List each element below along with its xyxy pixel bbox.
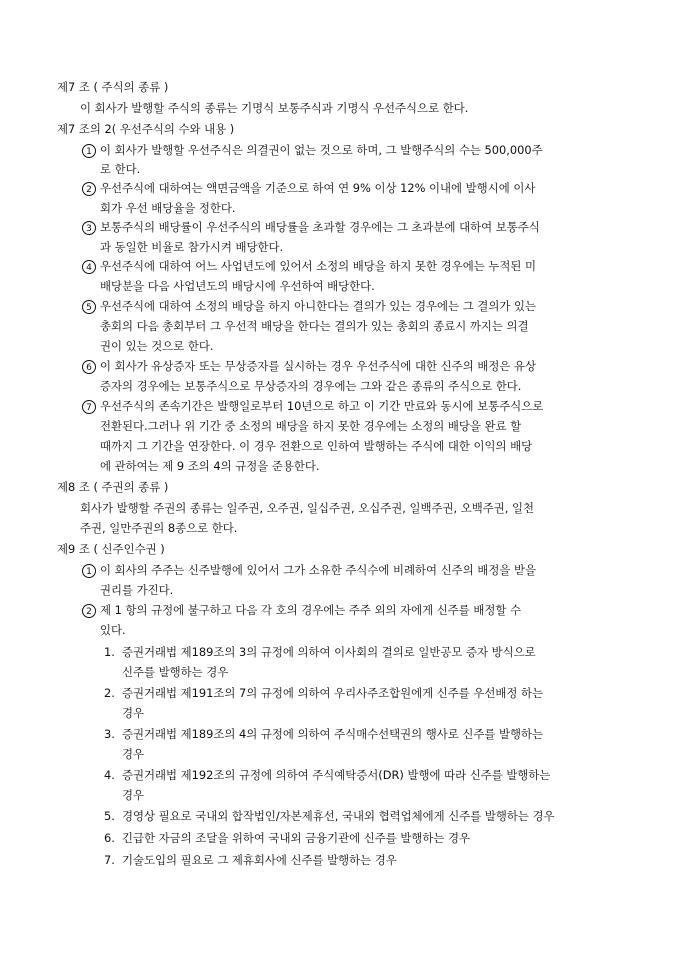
item-text: 이 회사의 주주는 신주발행에 있어서 그가 소유한 주식수에 비례하여 신주의 배정을 받을 [100,563,536,577]
item-text: 있다. [100,623,126,637]
subitem-number: 7. [104,853,115,867]
subitem-text: 신주를 발행하는 경우 [122,665,229,679]
item-number-2: 2 [82,604,96,618]
item-text: 총회의 다음 총회부터 그 우선적 배당을 한다는 결의가 있는 총회의 종료시 까지는 의결 [100,319,529,333]
item-text: 권리를 가진다. [100,583,174,597]
subitem-text: 증권거래법 제189조의 3의 규정에 의하여 이사회의 결의로 일반공모 증자 방식으로 [122,645,536,659]
item-text: 때까지 그 기간을 연장한다. 이 경우 전환으로 인하여 발행하는 주식에 대한 이익의 배당 [100,439,533,453]
subitem-text: 경우 [122,747,145,761]
item-text: 이 회사가 발행할 우선주식은 의결권이 없는 것으로 하며, 그 발행주식의 수는 500,000주 [100,143,543,157]
subitem-text: 증권거래법 제192조의 규정에 의하여 주식예탁증서(DR) 발행에 따라 신주를 발행하는 [122,768,551,782]
item-number-5: 5 [82,300,96,314]
item-text: 에 관하여는 제 9 조의 4의 규정을 준용한다. [100,459,320,473]
article-8-body: 회사가 발행할 주권의 종류는 일주권, 오주권, 일십주권, 오십주권, 일백주권, 오백주권, 일천 [80,501,535,515]
article-7-2-title: 제7 조의 2( 우선주식의 수와 내용 ) [57,122,235,136]
item-number-4: 4 [82,260,96,274]
article-7-title: 제7 조 ( 주식의 종류 ) [57,80,169,94]
subitem-text: 긴급한 자금의 조달을 위하여 국내외 금융기관에 신주를 발행하는 경우 [122,831,471,845]
item-text: 로 한다. [100,162,141,176]
item-text: 배당분을 다음 사업년도의 배당시에 우선하여 배당한다. [100,279,375,293]
item-text: 회가 우선 배당율을 정한다. [100,201,236,215]
subitem-number: 5. [104,809,115,823]
item-text: 이 회사가 유상증자 또는 무상증자를 실시하는 경우 우선주식에 대한 신주의 배정은 유상 [100,359,536,373]
item-text: 증자의 경우에는 보통주식으로 무상증자의 경우에는 그와 같은 종류의 주식으로 한다. [100,379,522,393]
subitem-number: 1. [104,645,115,659]
item-number-3: 3 [82,221,96,235]
item-text: 제 1 항의 규정에 불구하고 다음 각 호의 경우에는 주주 외의 자에게 신주를 배정할 수 [100,603,522,617]
subitem-text: 기술도입의 필요로 그 제휴회사에 신주를 발행하는 경우 [122,853,397,867]
item-text: 우선주식에 대하여 어느 사업년도에 있어서 소정의 배당을 하지 못한 경우에는 누적된 미 [100,259,536,273]
item-number-6: 6 [82,360,96,374]
item-number-1: 1 [82,564,96,578]
article-7-body: 이 회사가 발행할 주식의 종류는 기명식 보통주식과 기명식 우선주식으로 한다. [80,101,469,115]
subitem-text: 경우 [122,788,145,802]
article-8-title: 제8 조 ( 주권의 종류 ) [57,480,169,494]
item-text: 전환된다.그러나 위 기간 중 소정의 배당을 하지 못한 경우에는 소정의 배당을 완료 할 [100,419,522,433]
subitem-text: 경영상 필요로 국내외 합작법인/자본제휴선, 국내외 협력업체에게 신주를 발행하는 경우 [122,809,555,823]
item-text: 권이 있는 것으로 한다. [100,339,214,353]
subitem-text: 증권거래법 제191조의 7의 규정에 의하여 우리사주조합원에게 신주를 우선배정 하는 [122,686,544,700]
subitem-number: 6. [104,831,115,845]
subitem-text: 증권거래법 제189조의 4의 규정에 의하여 주식매수선택권의 행사로 신주를 발행하는 [122,727,544,741]
subitem-text: 경우 [122,706,145,720]
item-text: 우선주식에 대하여는 액면금액을 기준으로 하여 연 9% 이상 12% 이내에 발행시에 이사 [100,181,536,195]
item-text: 우선주식의 존속기간은 발행일로부터 10년으로 하고 이 기간 만료와 동시에 보통주식으로 [100,399,544,413]
item-number-1: 1 [82,144,96,158]
item-text: 우선주식에 대하여 소정의 배당을 하지 아니한다는 결의가 있는 경우에는 그 결의가 있는 [100,299,536,313]
item-text: 과 동일한 비율로 참가시켜 배당한다. [100,240,284,254]
subitem-number: 4. [104,768,115,782]
item-text: 보통주식의 배당률이 우선주식의 배당률을 초과할 경우에는 그 초과분에 대하여 보통주식 [100,220,540,234]
subitem-number: 2. [104,686,115,700]
subitem-number: 3. [104,727,115,741]
item-number-7: 7 [82,400,96,414]
item-number-2: 2 [82,182,96,196]
article-9-title: 제9 조 ( 신주인수권 ) [57,542,165,556]
article-8-body: 주권, 일만주권의 8종으로 한다. [80,521,238,535]
